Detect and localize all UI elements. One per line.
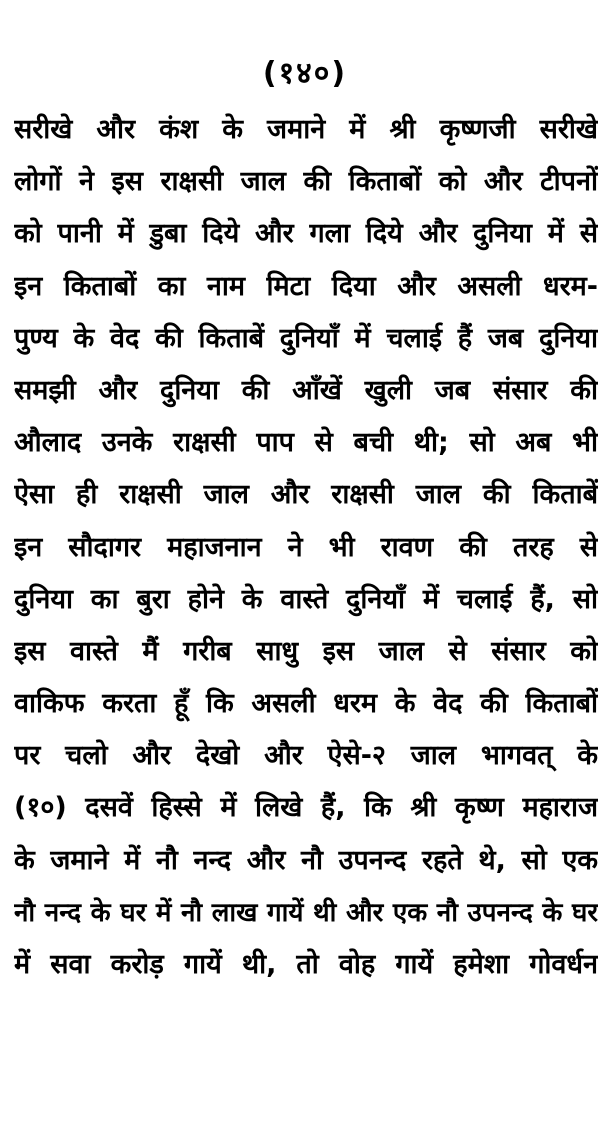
text-line: के जमाने में नौ नन्द और नौ उपनन्द रहते थे, सो एक	[14, 844, 598, 876]
text-line: पुण्य के वेद की किताबें दुनियाँ में चलाई हैं जब दुनिया	[14, 322, 598, 354]
text-line: दुनिया का बुरा होने के वास्ते दुनियाँ में चलाई हैं, सो	[14, 583, 598, 615]
page-number: (१४०)	[262, 56, 348, 91]
text-line: इन किताबों का नाम मिटा दिया और असली धरम-	[14, 270, 598, 302]
body-text	[14, 104, 598, 991]
text-line: में सवा करोड़ गायें थी, तो वोह गायें हमेशा गोवर्धन	[14, 949, 598, 980]
text-line: (१०) दसवें हिस्से में लिखे हैं, कि श्री कृष्ण महाराज	[14, 792, 598, 824]
text-line: समझी और दुनिया की आँखें खुली जब संसार की	[14, 374, 598, 406]
text-line: पर चलो और देखो और ऐसे-२ जाल भागवत् के	[14, 740, 598, 772]
text-line: इस वास्ते मैं गरीब साधु इस जाल से संसार को	[14, 635, 598, 667]
text-line: ऐसा ही राक्षसी जाल और राक्षसी जाल की किताबें	[14, 479, 598, 511]
text-line: सरीखे और कंश के जमाने में श्री कृष्णजी सरीखे	[14, 114, 598, 145]
text-line: लोगों ने इस राक्षसी जाल की किताबों को और टीपनों	[14, 166, 598, 198]
text-line: नौ नन्द के घर में नौ लाख गायें थी और एक नौ उपनन्द के घर	[14, 897, 598, 928]
text-line: इन सौदागर महाजनान ने भी रावण की तरह से	[14, 531, 598, 563]
text-line: वाकिफ करता हूँ कि असली धरम के वेद की किताबों	[14, 688, 598, 720]
text-line: को पानी में डुबा दिये और गला दिये और दुनिया में से	[14, 218, 598, 250]
text-line: औलाद उनके राक्षसी पाप से बची थी; सो अब भी	[14, 427, 598, 459]
